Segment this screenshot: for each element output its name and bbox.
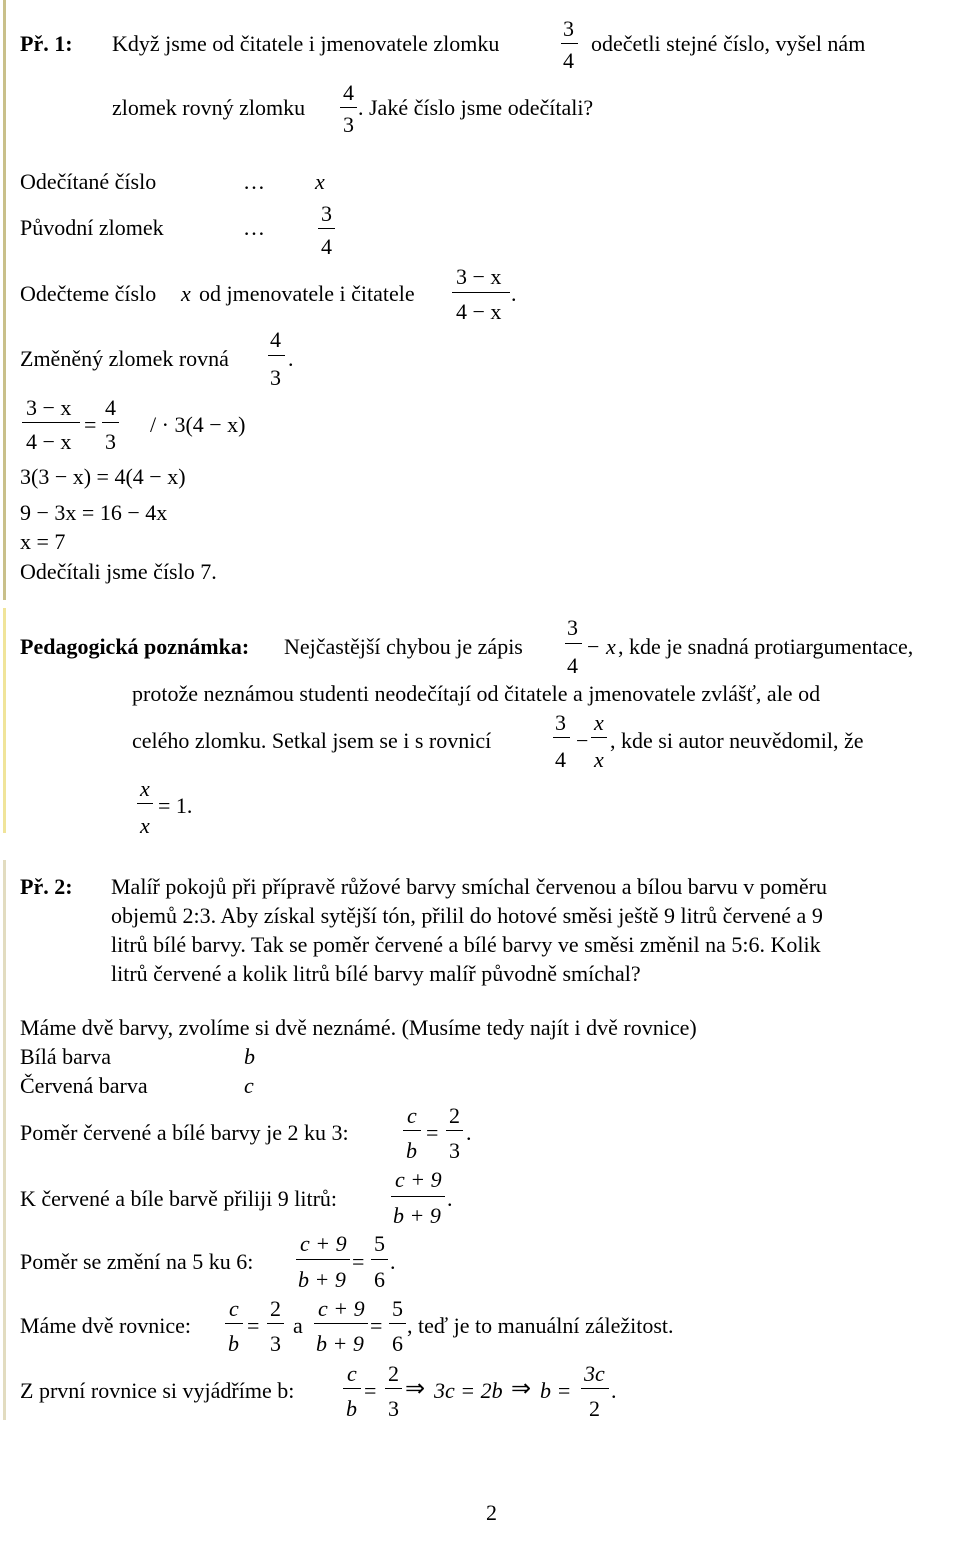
fraction-denominator: b + 9 — [316, 1331, 364, 1356]
fraction-denominator: x — [594, 747, 604, 772]
fraction-numerator: 5 — [374, 1231, 385, 1256]
equals-sign: = — [84, 412, 97, 437]
row-label: K červené a bíle barvě přiliji 9 litrů: — [20, 1186, 338, 1211]
fraction-denominator: 4 − x — [456, 299, 502, 324]
row-label: Z první rovnice si vyjádříme b: — [20, 1378, 295, 1403]
fraction-bar — [267, 1323, 284, 1324]
row-label: Červená barva — [20, 1073, 148, 1098]
fraction-denominator: 4 — [563, 48, 574, 73]
fraction-bar — [268, 355, 285, 356]
note-text: celého zlomku. Setkal jsem se i s rovnicí — [132, 728, 492, 753]
fraction-numerator: c — [407, 1103, 417, 1128]
row-label: , teď je to manuální záležitost. — [407, 1313, 674, 1338]
row-label: Odečítané číslo — [20, 169, 157, 194]
equals-sign: = — [364, 1378, 377, 1403]
equals-sign: = — [247, 1313, 260, 1338]
equation-line: x = 7 — [20, 529, 66, 554]
fraction-denominator: 3 — [388, 1396, 399, 1421]
row-label: Odečteme číslo — [20, 281, 157, 306]
row-label: Máme dvě rovnice: — [20, 1313, 192, 1338]
fraction-denominator: 4 − x — [26, 429, 72, 454]
fraction-numerator: 2 — [388, 1361, 399, 1386]
minus-sign: − — [576, 728, 589, 753]
fraction-bar — [314, 1323, 368, 1324]
task-text: Když jsme od čitatele i jmenovatele zlomku — [112, 31, 500, 56]
fraction-bar — [446, 1130, 463, 1131]
implies-arrow: ⇒ — [511, 1376, 532, 1402]
row-label: od jmenovatele i čitatele — [199, 281, 415, 306]
equals-sign: = — [426, 1120, 439, 1145]
fraction-numerator: 5 — [392, 1296, 403, 1321]
fraction-denominator: 3 — [449, 1138, 460, 1163]
equation-part: 3c = 2b — [434, 1378, 503, 1403]
fraction-denominator: x — [140, 813, 150, 838]
task-text: . Jaké číslo jsme odečítali? — [358, 95, 594, 120]
fraction-numerator: 3 — [555, 710, 566, 735]
equation-line: 9 − 3x = 16 − 4x — [20, 500, 168, 525]
variable-b: b — [244, 1044, 255, 1069]
multiplier: / · 3(4 − x) — [150, 412, 246, 437]
fraction-denominator: 3 — [270, 1331, 281, 1356]
fraction-bar — [137, 803, 153, 804]
fraction-bar — [403, 1130, 421, 1131]
fraction-numerator: 3 — [563, 16, 574, 41]
margin-rule-bottom — [3, 860, 6, 1420]
fraction-denominator: 4 — [567, 653, 578, 678]
example-2-label: Př. 2: — [20, 874, 73, 899]
task-text: odečetli stejné číslo, vyšel nám — [591, 31, 866, 56]
fraction-numerator: c + 9 — [318, 1296, 365, 1321]
variable-c: c — [244, 1073, 254, 1098]
fraction-numerator: c + 9 — [395, 1167, 442, 1192]
note-label: Pedagogická poznámka: — [20, 634, 250, 659]
fraction-bar — [385, 1388, 402, 1389]
fraction-numerator: 4 — [270, 327, 281, 352]
fraction-denominator: b — [406, 1138, 417, 1163]
conjunction: a — [293, 1313, 303, 1338]
period: . — [466, 1120, 472, 1145]
minus-sign: − — [587, 634, 600, 659]
period: . — [288, 346, 294, 371]
period: . — [611, 1378, 617, 1403]
fraction-bar — [452, 292, 510, 293]
fraction-bar — [565, 643, 582, 644]
row-label: Poměr se změní na 5 ku 6: — [20, 1249, 254, 1274]
variable-x: x — [606, 634, 616, 659]
fraction-bar — [318, 228, 335, 229]
fraction-bar — [340, 107, 357, 108]
answer: Odečítali jsme číslo 7. — [20, 559, 217, 584]
row-label: Bílá barva — [20, 1044, 112, 1069]
equation-line: 3(3 − x) = 4(4 − x) — [20, 464, 186, 489]
row-label: Změněný zlomek rovná — [20, 346, 229, 371]
fraction-bar — [391, 1196, 445, 1197]
fraction-numerator: c — [229, 1296, 239, 1321]
fraction-bar — [591, 737, 607, 738]
fraction-numerator: x — [594, 710, 604, 735]
fraction-numerator: 3 − x — [26, 395, 72, 420]
fraction-numerator: 3 — [567, 615, 578, 640]
fraction-denominator: 6 — [374, 1267, 385, 1292]
fraction-numerator: x — [140, 776, 150, 801]
fraction-bar — [343, 1388, 361, 1389]
equation-tail: = 1. — [158, 793, 193, 818]
fraction-denominator: 4 — [321, 234, 332, 259]
fraction-numerator: 4 — [343, 80, 354, 105]
row-label: Poměr červené a bílé barvy je 2 ku 3: — [20, 1120, 349, 1145]
fraction-denominator: 4 — [555, 747, 566, 772]
fraction-bar — [225, 1323, 243, 1324]
row-label: Původní zlomek — [20, 215, 164, 240]
fraction-numerator: c — [347, 1361, 357, 1386]
fraction-bar — [296, 1259, 350, 1260]
fraction-denominator: 6 — [392, 1331, 403, 1356]
fraction-bar — [102, 422, 119, 423]
task-line: litrů červené a kolik litrů bílé barvy malíř původně smíchal? — [111, 961, 641, 986]
fraction-bar — [22, 422, 80, 423]
fraction-denominator: 3 — [270, 365, 281, 390]
equation-part: b = — [540, 1378, 572, 1403]
ellipsis: … — [243, 215, 265, 240]
margin-rule-top — [3, 0, 6, 600]
fraction-bar — [553, 737, 570, 738]
fraction-denominator: b — [228, 1331, 239, 1356]
task-line: objemů 2:3. Aby získal sytější tón, přilil do hotové směsi ještě 9 litrů červené a 9 — [111, 903, 823, 928]
fraction-bar — [371, 1259, 388, 1260]
task-line: Malíř pokojů při přípravě růžové barvy smíchal červenou a bílou barvu v poměru — [111, 874, 827, 899]
equals-sign: = — [352, 1249, 365, 1274]
fraction-numerator: 3c — [584, 1361, 605, 1386]
task-text: zlomek rovný zlomku — [112, 95, 306, 120]
note-text: protože neznámou studenti neodečítají od čitatele a jmenovatele zvlášť, ale od — [132, 681, 821, 706]
period: . — [447, 1186, 453, 1211]
task-line: litrů bílé barvy. Tak se poměr červené a bílé barvy ve směsi změnil na 5:6. Kolik — [111, 932, 821, 957]
intro-text: Máme dvě barvy, zvolíme si dvě neznámé. (Musíme tedy najít i dvě rovnice) — [20, 1015, 697, 1040]
implies-arrow: ⇒ — [405, 1376, 426, 1402]
fraction-denominator: b — [346, 1396, 357, 1421]
fraction-denominator: b + 9 — [298, 1267, 346, 1292]
note-text: , kde je snadná protiargumentace, — [618, 634, 914, 659]
ellipsis: … — [243, 169, 265, 194]
fraction-numerator: 4 — [105, 395, 116, 420]
equals-sign: = — [370, 1313, 383, 1338]
fraction-denominator: b + 9 — [393, 1203, 441, 1228]
note-text: Nejčastější chybou je zápis — [284, 634, 523, 659]
fraction-denominator: 3 — [105, 429, 116, 454]
fraction-bar — [561, 43, 578, 44]
example-1-label: Př. 1: — [20, 31, 73, 56]
variable-x: x — [315, 169, 325, 194]
period: . — [390, 1249, 396, 1274]
fraction-numerator: 2 — [449, 1103, 460, 1128]
fraction-numerator: 3 − x — [456, 264, 502, 289]
fraction-denominator: 2 — [589, 1396, 600, 1421]
fraction-denominator: 3 — [343, 112, 354, 137]
fraction-numerator: 2 — [270, 1296, 281, 1321]
period: . — [511, 281, 517, 306]
fraction-bar — [389, 1323, 406, 1324]
variable-x: x — [181, 281, 191, 306]
fraction-numerator: c + 9 — [300, 1231, 347, 1256]
page-number: 2 — [486, 1500, 497, 1525]
margin-rule-note — [3, 608, 6, 833]
note-text: , kde si autor neuvědomil, že — [610, 728, 864, 753]
fraction-numerator: 3 — [321, 201, 332, 226]
fraction-bar — [581, 1388, 609, 1389]
